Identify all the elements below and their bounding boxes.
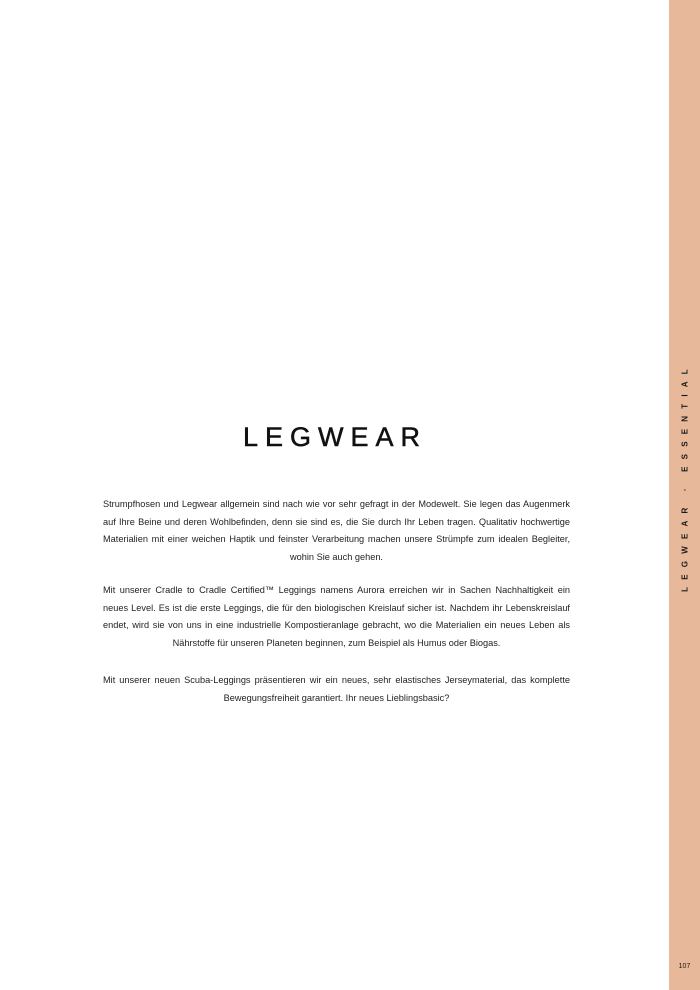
aurora-paragraph (103, 582, 570, 652)
page-title: LEGWEAR (242, 422, 428, 453)
page-number: 107 (678, 963, 691, 970)
section-label: LEGWEAR · ESSENTIAL (680, 362, 689, 592)
paragraph-text: Mit unserer Cradle to Cradle Certified™ Leggings namens Aurora erreichen wir in Sachen Nachhaltigkeit ein neues Level. Es ist die erste Leggings, die für den biologischen Kreislauf sicher ist. Nachdem ihr Lebenskreislauf endet, wird sie von uns in eine industrielle Kompostieranlage gebracht, wo die Materialien ein neues Leben als Nährstoffe für unseren Planeten beginnen, zum Beispiel als Humus oder Biogas. (103, 585, 570, 648)
paragraph-text: Mit unserer neuen Scuba-Leggings präsentieren wir ein neues, sehr elastisches Jerseymaterial, das komplette Bewegungsfreiheit garantiert. Ihr neues Lieblingsbasic? (103, 675, 570, 703)
intro-paragraph (103, 496, 570, 566)
side-tab (669, 0, 700, 990)
scuba-paragraph (103, 672, 570, 707)
paragraph-text: Strumpfhosen und Legwear allgemein sind nach wie vor sehr gefragt in der Modewelt. Sie legen das Augenmerk auf Ihre Beine und deren Wohlbefinden, denn sie sind es, die Sie durch Ihr Leben tragen. Qualitativ hochwertige Materialien mit einer weichen Haptik und feinster Verarbeitung machen unsere Strümpfe zum idealen Begleiter, wohin Sie auch gehen. (103, 499, 570, 562)
